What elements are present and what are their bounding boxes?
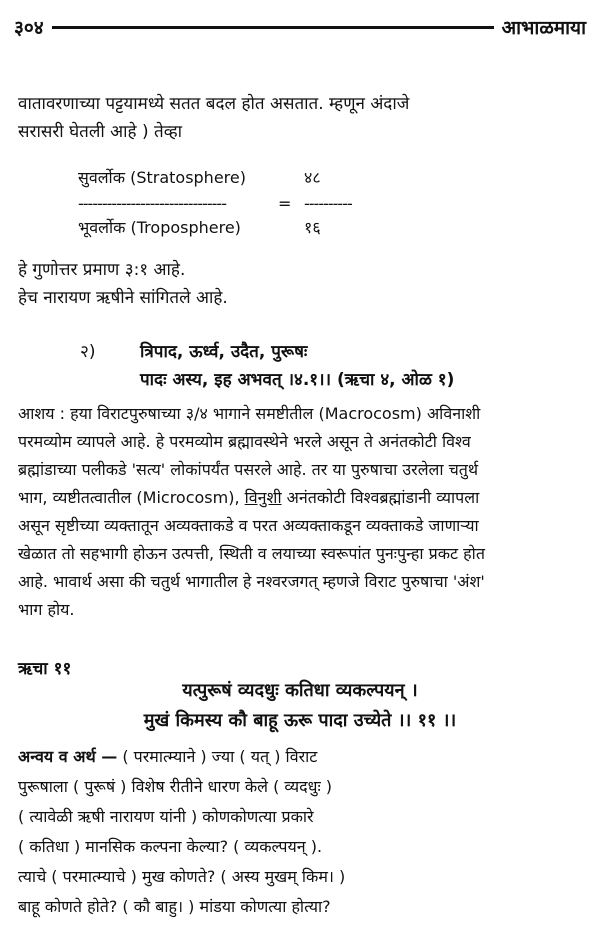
numerator-label: सुवर्लोक (Stratosphere) (78, 168, 246, 187)
underlined-word: विनुशी (244, 488, 282, 507)
ashaya-line (18, 484, 584, 512)
ratio-fraction (78, 166, 378, 244)
header-rule (52, 26, 494, 29)
verse-line: त्रिपाद, ऊर्ध्व, उदैत, पुरूषः (140, 342, 308, 362)
fraction-bar-right: ---------- (304, 194, 352, 213)
page-number: ३०४ (14, 17, 44, 39)
ashaya-line: भाग होय. (18, 600, 75, 619)
anvay-paragraph (18, 742, 584, 922)
anvay-heading: अन्वय व अर्थ — (18, 747, 118, 766)
verse-line: पादः अस्य, इह अभवत् ।४.१।। (ऋचा ४, ओळ १) (140, 370, 455, 390)
anvay-line: पुरूषाला ( पुरूषं ) विशेष रीतीने धारण केले ( व्यदधुः ) (18, 777, 333, 796)
anvay-line: बाहू कोणते होते? ( कौ बाहु। ) मांडया कोणत्या होत्या? (18, 897, 331, 916)
verse-number: २) (80, 342, 96, 362)
book-title: आभाळमाया (501, 17, 586, 39)
ashaya-text: अनंतकोटी विश्वब्रह्मांडानी व्यापला (281, 488, 480, 507)
richa-shloka (0, 676, 600, 736)
page-header (14, 14, 586, 40)
richa-heading: ऋचा ११ (18, 659, 72, 679)
anvay-line (18, 742, 584, 772)
ashaya-line: परमव्योम व्यापले आहे. हे परमव्योम ब्रह्मावस्थेने भरले असून ते अनंतकोटी विश्व (18, 432, 471, 451)
ashaya-text: भाग, व्यष्टीतत्वातील (Microcosm), (18, 488, 245, 507)
numerator-value: ४८ (304, 168, 321, 187)
ashaya-line: आहे. भावार्थ असा की चतुर्थ भागातील हे नश्वरजगत् म्हणजे विराट पुरुषाचा 'अंश' (18, 572, 485, 591)
ratio-line: हेच नारायण ऋषीने सांगितले आहे. (18, 288, 228, 308)
anvay-text: ( परमात्म्याने ) ज्या ( यत् ) विराट (117, 747, 318, 766)
ratio-line: हे गुणोत्तर प्रमाण ३:१ आहे. (18, 260, 186, 280)
shloka-line: मुखं किमस्य कौ बाहू ऊरू पादा उच्येते ।। ११ ।। (143, 710, 457, 731)
fraction-bar-left: ------------------------------- (78, 194, 226, 213)
equals-sign: = (278, 194, 292, 213)
verse-2 (80, 338, 580, 394)
ashaya-line: असून सृष्टीच्या व्यक्तातून अव्यक्ताकडे व परत अव्यक्ताकडून व्यक्ताकडे जाणाऱ्या (18, 516, 479, 535)
anvay-line: ( त्यावेळी ऋषी नारायण यांनी ) कोणकोणत्या प्रकारे (18, 807, 314, 826)
ashaya-line: खेळात तो सहभागी होऊन उत्पत्ती, स्थिती व लयाच्या स्वरूपांत पुनःपुन्हा प्रकट होत (18, 544, 485, 563)
ashaya-line: आशय : हया विराटपुरुषाच्या ३/४ भागाने समष्टीतील (Macrocosm) अविनाशी (18, 404, 481, 423)
intro-line: वातावरणाच्या पट्टयामध्ये सतत बदल होत असतात. म्हणून अंदाजे (18, 94, 410, 114)
ashaya-paragraph (18, 400, 584, 624)
shloka-line: यत्पुरूषं व्यदधुः कतिधा व्यकल्पयन् । (182, 680, 418, 701)
denominator-label: भूवर्लोक (Troposphere) (78, 218, 241, 237)
intro-line: सरासरी घेतली आहे ) तेव्हा (18, 122, 183, 142)
anvay-line: ( कतिधा ) मानसिक कल्पना केल्या? ( व्यकल्पयन् ). (18, 837, 323, 856)
anvay-line: त्याचे ( परमात्म्याचे ) मुख कोणते? ( अस्य मुखम् किम। ) (18, 867, 346, 886)
intro-paragraph (18, 90, 584, 146)
denominator-value: १६ (304, 218, 321, 237)
ratio-paragraph (18, 256, 584, 312)
ashaya-line: ब्रह्मांडाच्या पलीकडे 'सत्य' लोकांपर्यंत पसरले आहे. तर या पुरुषाचा उरलेला चतुर्थ (18, 460, 479, 479)
